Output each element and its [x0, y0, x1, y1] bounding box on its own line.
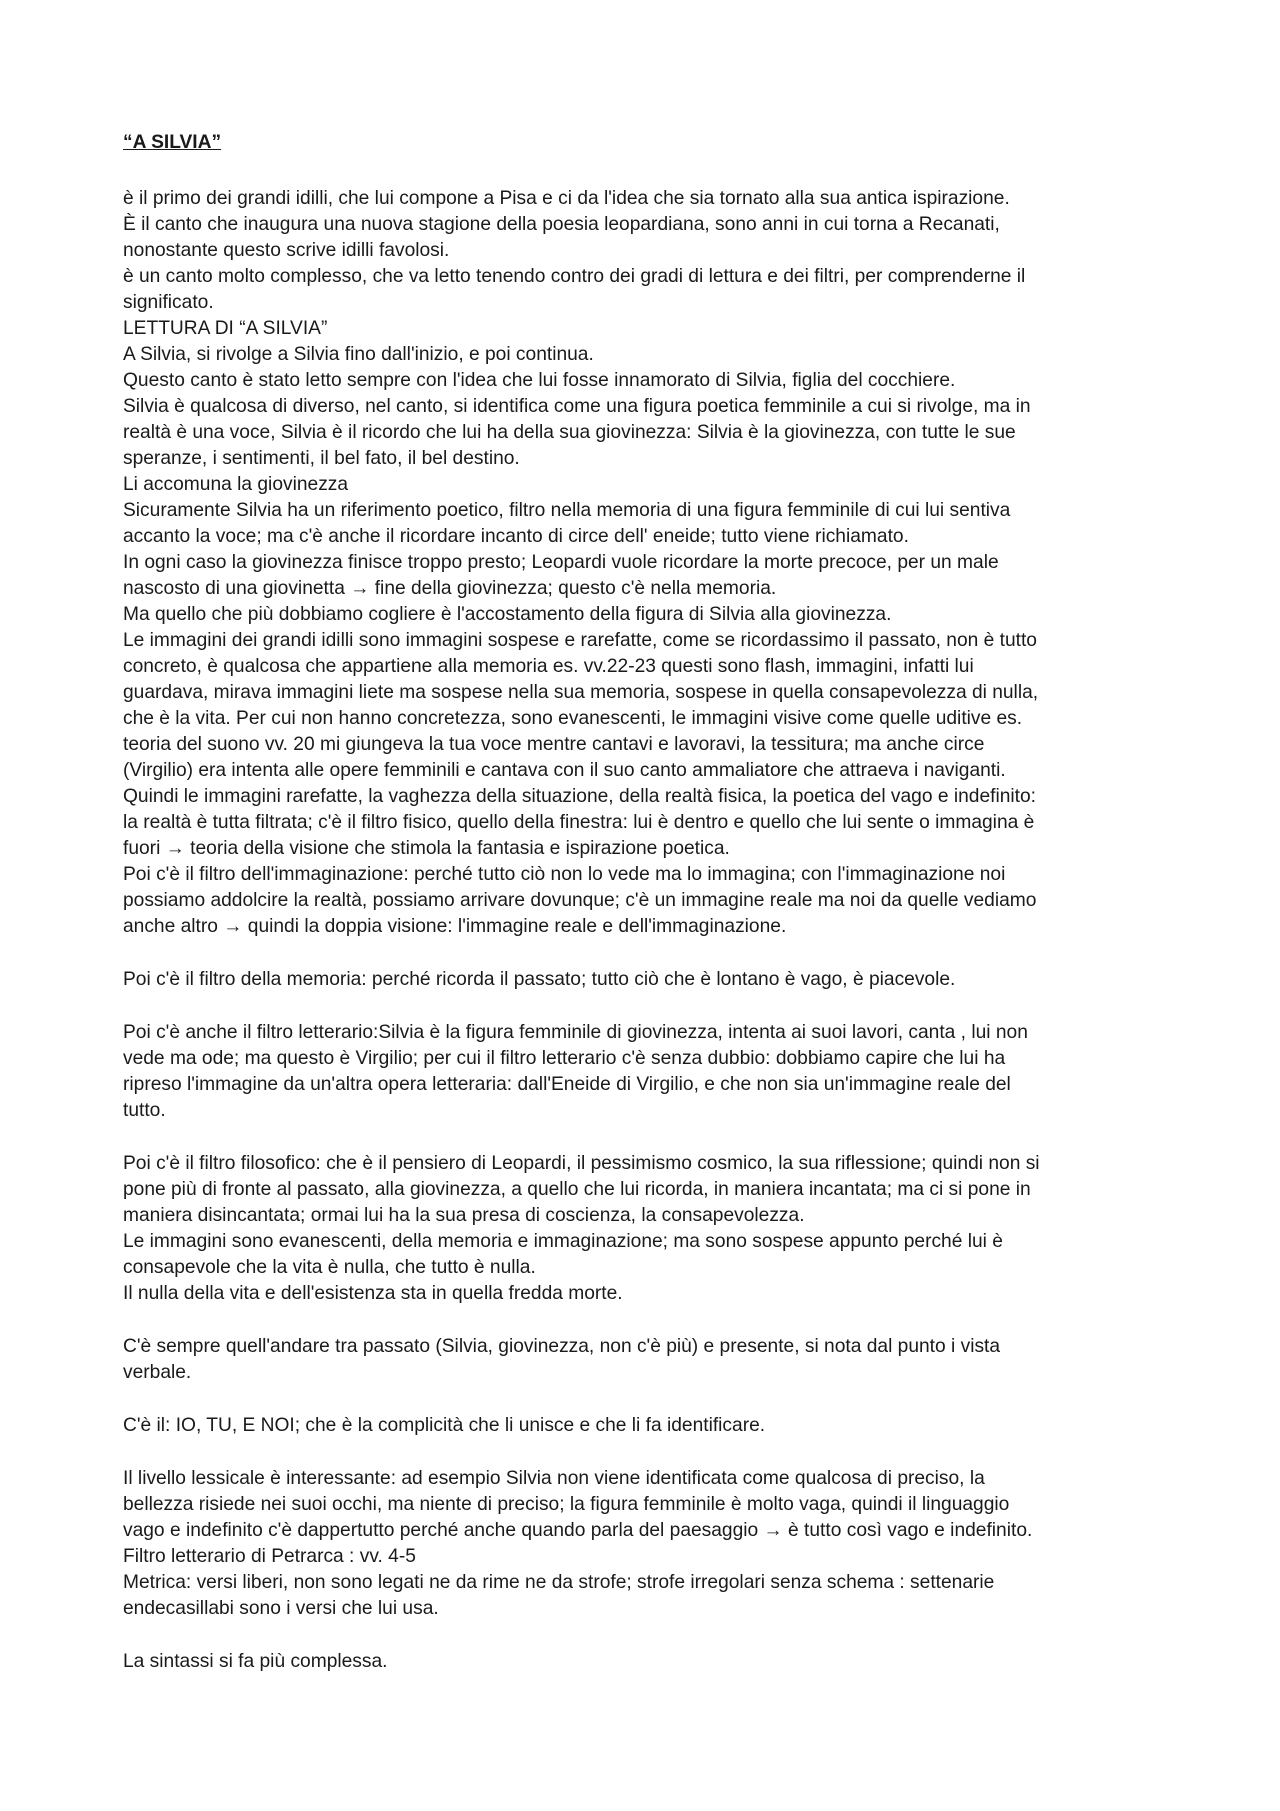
text-line: vede ma ode; ma questo è Virgilio; per cui il filtro letterario c'è senza dubbio: dobbiamo capire che lui ha [123, 1048, 1006, 1069]
text-line: possiamo addolcire la realtà, possiamo arrivare dovunque; c'è un immagine reale ma noi da quelle vediamo [123, 890, 1037, 911]
text-line: tutto. [123, 1100, 166, 1121]
paragraph [123, 186, 1180, 940]
text-line: significato. [123, 292, 214, 313]
paragraph [123, 967, 1180, 993]
paragraph-gap [123, 1386, 1180, 1413]
text-line: C'è il: IO, TU, E NOI; che è la complicità che li unisce e che li fa identificare. [123, 1415, 766, 1436]
document-body [123, 186, 1180, 1675]
paragraph [123, 1649, 1180, 1675]
text-line: la realtà è tutta filtrata; c'è il filtro fisico, quello della finestra: lui è dentro e quello che lui sente o immagina è [123, 812, 1035, 833]
text-line: Silvia è qualcosa di diverso, nel canto, si identifica come una figura poetica femminile a cui si rivolge, ma in [123, 396, 1031, 417]
text-line: guardava, mirava immagini liete ma sospese nella sua memoria, sospese in quella consapevolezza di nulla, [123, 682, 1039, 703]
text-line: Poi c'è il filtro filosofico: che è il pensiero di Leopardi, il pessimismo cosmico, la sua riflessione; quindi non si [123, 1153, 1040, 1174]
text-line: Filtro letterario di Petrarca : vv. 4-5 [123, 1546, 416, 1567]
text-line: È il canto che inaugura una nuova stagione della poesia leopardiana, sono anni in cui torna a Recanati, [123, 214, 1000, 235]
paragraph-gap [123, 940, 1180, 967]
text-line: Poi c'è il filtro dell'immaginazione: perché tutto ciò non lo vede ma lo immagina; con l'immaginazione noi [123, 864, 1006, 885]
paragraph-gap [123, 1439, 1180, 1466]
paragraph [123, 1413, 1180, 1439]
text-line: che è la vita. Per cui non hanno concretezza, sono evanescenti, le immagini visive come quelle uditive es. [123, 708, 1023, 729]
text-line: accanto la voce; ma c'è anche il ricordare incanto di circe dell' eneide; tutto viene richiamato. [123, 526, 909, 547]
text-line: concreto, è qualcosa che appartiene alla memoria es. vv.22-23 questi sono flash, immagini, infatti lui [123, 656, 974, 677]
text-line: realtà è una voce, Silvia è il ricordo che lui ha della sua giovinezza: Silvia è la giovinezza, con tutte le sue [123, 422, 1016, 443]
text-line: Questo canto è stato letto sempre con l'idea che lui fosse innamorato di Silvia, figlia del cocchiere. [123, 370, 956, 391]
paragraph-gap [123, 1622, 1180, 1649]
text-line: fuori → teoria della visione che stimola la fantasia e ispirazione poetica. [123, 838, 730, 859]
paragraph-gap [123, 1124, 1180, 1151]
text-line: (Virgilio) era intenta alle opere femminili e cantava con il suo canto ammaliatore che attraeva i naviganti. [123, 760, 1006, 781]
text-line: bellezza risiede nei suoi occhi, ma niente di preciso; la figura femminile è molto vaga, quindi il linguaggio [123, 1494, 1010, 1515]
text-line: La sintassi si fa più complessa. [123, 1651, 388, 1672]
text-line: vago e indefinito c'è dappertutto perché anche quando parla del paesaggio → è tutto così vago e indefinito. [123, 1520, 1033, 1541]
text-line: ripreso l'immagine da un'altra opera letteraria: dall'Eneide di Virgilio, e che non sia un'immagine reale del [123, 1074, 1011, 1095]
text-line: anche altro → quindi la doppia visione: l'immagine reale e dell'immaginazione. [123, 916, 787, 937]
text-line: verbale. [123, 1362, 192, 1383]
document-title: “A SILVIA” [123, 132, 222, 153]
text-line: pone più di fronte al passato, alla giovinezza, a quello che lui ricorda, in maniera incantata; ma ci si pone in [123, 1179, 1031, 1200]
text-line: maniera disincantata; ormai lui ha la sua presa di coscienza, la consapevolezza. [123, 1205, 805, 1226]
text-line: Li accomuna la giovinezza [123, 474, 349, 495]
text-line: Il nulla della vita e dell'esistenza sta in quella fredda morte. [123, 1283, 623, 1304]
text-line: A Silvia, si rivolge a Silvia fino dall'inizio, e poi continua. [123, 344, 594, 365]
text-line: Poi c'è anche il filtro letterario:Silvia è la figura femminile di giovinezza, intenta ai suoi lavori, canta , lui non [123, 1022, 1028, 1043]
paragraph-gap [123, 993, 1180, 1020]
paragraph [123, 1020, 1180, 1124]
text-line: Quindi le immagini rarefatte, la vaghezza della situazione, della realtà fisica, la poetica del vago e indefinito: [123, 786, 1036, 807]
text-line: Le immagini dei grandi idilli sono immagini sospese e rarefatte, come se ricordassimo il passato, non è tutto [123, 630, 1037, 651]
paragraph [123, 1334, 1180, 1386]
text-line: Metrica: versi liberi, non sono legati ne da rime ne da strofe; strofe irregolari senza schema : settenarie [123, 1572, 995, 1593]
paragraph [123, 1466, 1180, 1622]
text-line: nascosto di una giovinetta → fine della giovinezza; questo c'è nella memoria. [123, 578, 777, 599]
text-line: speranze, i sentimenti, il bel fato, il bel destino. [123, 448, 520, 469]
paragraph [123, 1151, 1180, 1307]
text-line: endecasillabi sono i versi che lui usa. [123, 1598, 439, 1619]
text-line: C'è sempre quell'andare tra passato (Silvia, giovinezza, non c'è più) e presente, si nota dal punto i vista [123, 1336, 1001, 1357]
text-line: consapevole che la vita è nulla, che tutto è nulla. [123, 1257, 536, 1278]
text-line: Le immagini sono evanescenti, della memoria e immaginazione; ma sono sospese appunto perché lui è [123, 1231, 1003, 1252]
text-line: Sicuramente Silvia ha un riferimento poetico, filtro nella memoria di una figura femminile di cui lui sentiva [123, 500, 1011, 521]
text-line: Poi c'è il filtro della memoria: perché ricorda il passato; tutto ciò che è lontano è vago, è piacevole. [123, 969, 956, 990]
text-line: Ma quello che più dobbiamo cogliere è l'accostamento della figura di Silvia alla giovinezza. [123, 604, 892, 625]
paragraph-gap [123, 1307, 1180, 1334]
text-line: teoria del suono vv. 20 mi giungeva la tua voce mentre cantavi e lavoravi, la tessitura; ma anche circe [123, 734, 985, 755]
text-line: In ogni caso la giovinezza finisce troppo presto; Leopardi vuole ricordare la morte precoce, per un male [123, 552, 999, 573]
text-line: LETTURA DI “A SILVIA” [123, 318, 328, 339]
text-line: nonostante questo scrive idilli favolosi. [123, 240, 450, 261]
text-line: Il livello lessicale è interessante: ad esempio Silvia non viene identificata come qualcosa di preciso, la [123, 1468, 985, 1489]
text-line: è un canto molto complesso, che va letto tenendo contro dei gradi di lettura e dei filtri, per comprenderne il [123, 266, 1026, 287]
text-line: è il primo dei grandi idilli, che lui compone a Pisa e ci da l'idea che sia tornato alla sua antica ispirazione. [123, 188, 1010, 209]
